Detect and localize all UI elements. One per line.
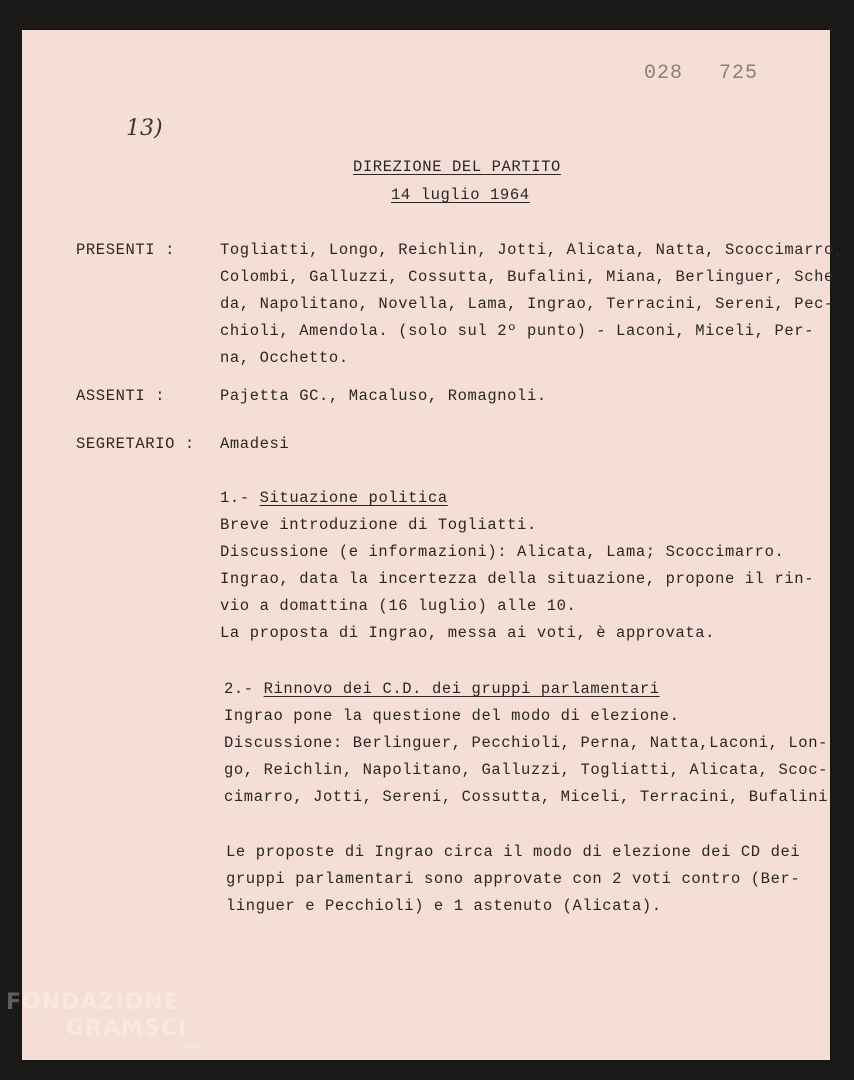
assenti-label: ASSENTI : — [76, 387, 166, 405]
fondazione-gramsci-watermark — [6, 990, 205, 1052]
watermark-line2: GRAMSCI — [66, 1016, 188, 1041]
item1-heading: Situazione politica — [259, 489, 448, 507]
assenti-value: Pajetta GC., Macaluso, Romagnoli. — [220, 387, 547, 405]
document-title: DIREZIONE DEL PARTITO — [353, 158, 561, 176]
item2-line: go, Reichlin, Napolitano, Galluzzi, Togliatti, Alicata, Scoc- — [224, 761, 828, 779]
item2-line: cimarro, Jotti, Sereni, Cossutta, Miceli, Terracini, Bufalini. — [224, 788, 838, 806]
item1-line: Ingrao, data la incertezza della situazione, propone il rin- — [220, 570, 815, 588]
conclusion-line: gruppi parlamentari sono approvate con 2 voti contro (Ber- — [226, 870, 801, 888]
handwritten-mark: 13) — [126, 116, 163, 141]
archive-number-left: 028 — [644, 62, 684, 85]
archive-number — [644, 62, 758, 85]
conclusion-line: Le proposte di Ingrao circa il modo di elezione dei CD dei — [226, 843, 801, 861]
conclusion-line: linguer e Pecchioli) e 1 astenuto (Alicata). — [226, 897, 662, 915]
document-page — [22, 30, 844, 1060]
item2-heading: Rinnovo dei C.D. dei gruppi parlamentari — [263, 680, 660, 698]
item2-number: 2.- — [224, 680, 254, 698]
item2-line: Ingrao pone la questione del modo di elezione. — [224, 707, 680, 725]
segretario-value: Amadesi — [220, 435, 290, 453]
item2-line: Discussione: Berlinguer, Pecchioli, Perna, Natta,Laconi, Lon- — [224, 734, 828, 752]
document-date: 14 luglio 1964 — [391, 186, 530, 204]
watermark-suffix: onlus — [181, 1042, 206, 1052]
item1-line: La proposta di Ingrao, messa ai voti, è approvata. — [220, 624, 716, 642]
item1-number: 1.- — [220, 489, 250, 507]
segretario-label: SEGRETARIO : — [76, 435, 195, 453]
watermark-line1: FONDAZIONE — [6, 990, 180, 1015]
presenti-line: na, Occhetto. — [220, 349, 349, 367]
presenti-line: Colombi, Galluzzi, Cossutta, Bufalini, Miana, Berlinguer, Sche — [220, 268, 834, 286]
item1-heading-row — [220, 489, 448, 507]
presenti-line: Togliatti, Longo, Reichlin, Jotti, Alicata, Natta, Scoccimarro, — [220, 241, 844, 259]
presenti-label: PRESENTI : — [76, 241, 176, 259]
presenti-line: da, Napolitano, Novella, Lama, Ingrao, Terracini, Sereni, Pec- — [220, 295, 834, 313]
item2-heading-row — [224, 680, 660, 698]
item1-line: Breve introduzione di Togliatti. — [220, 516, 537, 534]
item1-line: Discussione (e informazioni): Alicata, Lama; Scoccimarro. — [220, 543, 785, 561]
archive-number-right: 725 — [719, 62, 759, 85]
item1-line: vio a domattina (16 luglio) alle 10. — [220, 597, 577, 615]
presenti-line: chioli, Amendola. (solo sul 2º punto) - Laconi, Miceli, Per- — [220, 322, 815, 340]
